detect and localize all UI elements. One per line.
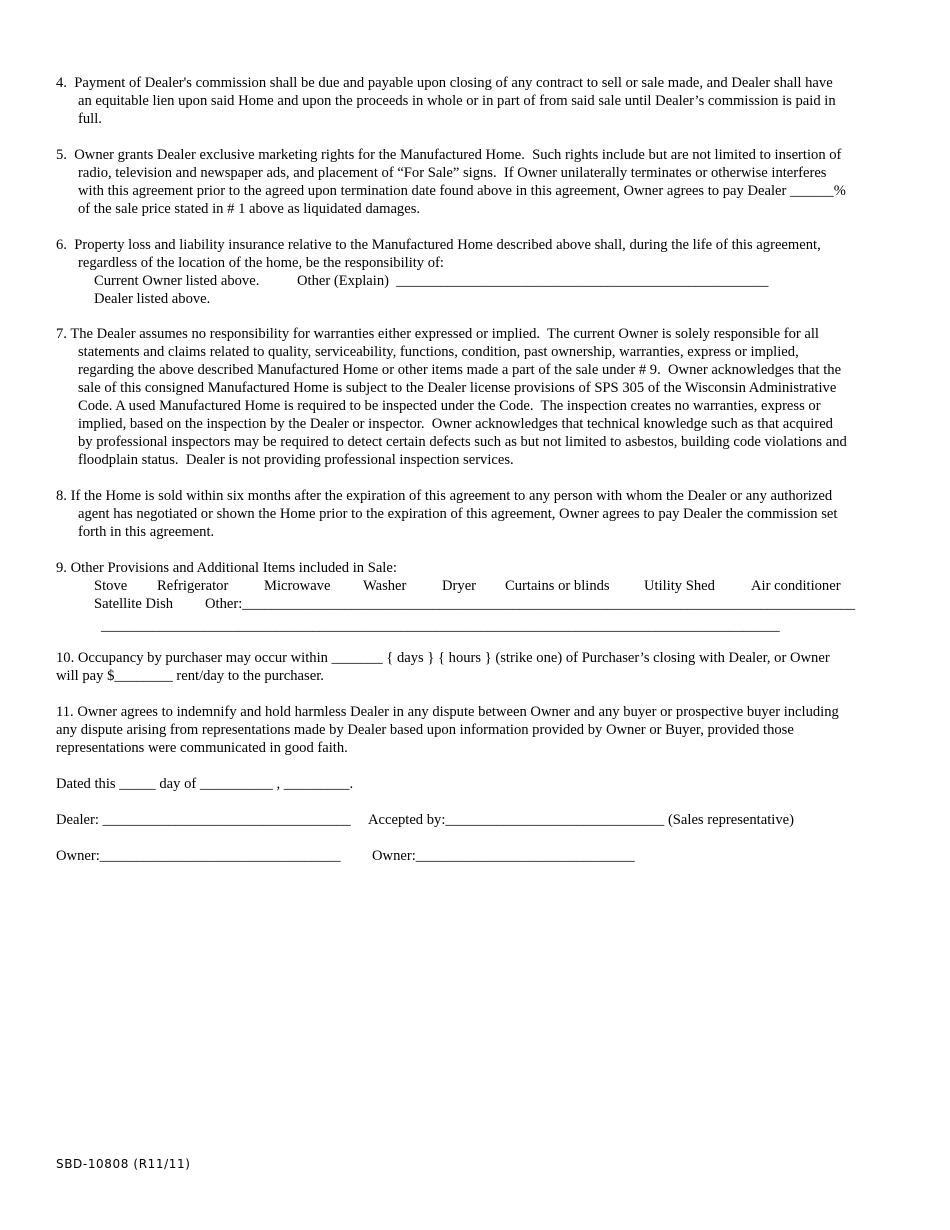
accepted-by-signature-field[interactable]: Accepted by:______________________________ (Sales representative)	[368, 812, 794, 828]
clause-8-line-3: forth in this agreement.	[78, 524, 215, 540]
clause-5-line-2: radio, television and newspaper ads, and placement of “For Sale” signs. If Owner unilaterally terminates or otherwise interferes	[78, 165, 827, 181]
owner-signature-field-2[interactable]: Owner:______________________________	[372, 848, 635, 864]
clause-11-line-2: any dispute arising from representations made by Dealer based upon information provided by Owner or Buyer, provided those	[56, 722, 794, 738]
sale-item-stove: Stove	[94, 578, 128, 594]
sale-item-satellite-dish: Satellite Dish	[94, 596, 174, 612]
clause-8-line-2: agent has negotiated or shown the Home prior to the expiration of this agreement, Owner agrees to pay Dealer the commission set	[78, 506, 838, 522]
sale-item-extra-line[interactable]: _____________________________________________________________________________________________	[101, 618, 780, 634]
sale-item-other-field[interactable]: Other:____________________________________________________________________________________	[205, 596, 856, 612]
clause-4-line-3: full.	[78, 111, 102, 127]
insurance-option-other: Other (Explain) ___________________________________________________	[297, 273, 769, 289]
dealer-signature-field[interactable]: Dealer: __________________________________	[56, 812, 351, 828]
form-number: SBD-10808 (R11/11)	[56, 1157, 191, 1171]
clause-7-line-1: 7. The Dealer assumes no responsibility for warranties either expressed or implied. The current Owner is solely responsible for all	[56, 326, 819, 342]
clause-7-line-4: sale of this consigned Manufactured Home is subject to the Dealer license provisions of SPS 305 of the Wisconsin Administrative	[78, 380, 837, 396]
clause-6-line-2: regardless of the location of the home, be the responsibility of:	[78, 255, 444, 271]
clause-10-line-1: 10. Occupancy by purchaser may occur within _______ { days } { hours } (strike one) of Purchaser’s closing with Dealer, or Owner	[56, 650, 830, 666]
clause-7-line-6: implied, based on the inspection by the Dealer or inspector. Owner acknowledges that technical knowledge such as that acquired	[78, 416, 833, 432]
clause-4-line-1: 4. Payment of Dealer's commission shall be due and payable upon closing of any contract to sell or sale made, and Dealer shall have	[56, 75, 833, 91]
clause-9-heading: 9. Other Provisions and Additional Items included in Sale:	[56, 560, 397, 576]
clause-5-line-4: of the sale price stated in # 1 above as liquidated damages.	[78, 201, 421, 217]
clause-5-line-3: with this agreement prior to the agreed upon termination date found above in this agreement, Owner agrees to pay Dealer ______%	[78, 183, 846, 199]
sale-item-refrigerator: Refrigerator	[157, 578, 229, 594]
insurance-option-dealer: Dealer listed above.	[94, 291, 211, 307]
sale-item-utility-shed: Utility Shed	[644, 578, 715, 594]
clause-6-line-1: 6. Property loss and liability insurance relative to the Manufactured Home described above shall, during the life of this agreement,	[56, 237, 821, 253]
sale-item-washer: Washer	[363, 578, 407, 594]
insurance-option-current-owner: Current Owner listed above.	[94, 273, 260, 289]
clause-11-line-3: representations were communicated in good faith.	[56, 740, 348, 756]
clause-7-line-7: by professional inspectors may be required to detect certain defects such as but not limited to asbestos, building code violations and	[78, 434, 847, 450]
owner-signature-field-1[interactable]: Owner:_________________________________	[56, 848, 341, 864]
clause-7-line-3: regarding the above described Manufactured Home or other items made a part of the sale under # 9. Owner acknowledges that the	[78, 362, 842, 378]
clause-8-line-1: 8. If the Home is sold within six months after the expiration of this agreement to any person with whom the Dealer or any authorized	[56, 488, 833, 504]
clause-10-line-2: will pay $________ rent/day to the purchaser.	[56, 668, 324, 684]
sale-item-microwave: Microwave	[264, 578, 331, 594]
clause-11-line-1: 11. Owner agrees to indemnify and hold harmless Dealer in any dispute between Owner and any buyer or prospective buyer including	[56, 704, 839, 720]
dated-line[interactable]: Dated this _____ day of __________ , _________.	[56, 776, 354, 792]
clause-4-line-2: an equitable lien upon said Home and upon the proceeds in whole or in part of from said sale until Dealer’s commission is paid in	[78, 93, 836, 109]
clause-7-line-8: floodplain status. Dealer is not providing professional inspection services.	[78, 452, 514, 468]
sale-item-dryer: Dryer	[442, 578, 477, 594]
clause-7-line-5: Code. A used Manufactured Home is required to be inspected under the Code. The inspection creates no warranties, express or	[78, 398, 821, 414]
clause-5-line-1: 5. Owner grants Dealer exclusive marketing rights for the Manufactured Home. Such rights include but are not limited to insertion of	[56, 147, 842, 163]
sale-item-air-conditioner: Air conditioner	[751, 578, 841, 594]
sale-item-curtains: Curtains or blinds	[505, 578, 610, 594]
clause-7-line-2: statements and claims related to quality, serviceability, functions, condition, past ownership, warranties, express or implied,	[78, 344, 799, 360]
